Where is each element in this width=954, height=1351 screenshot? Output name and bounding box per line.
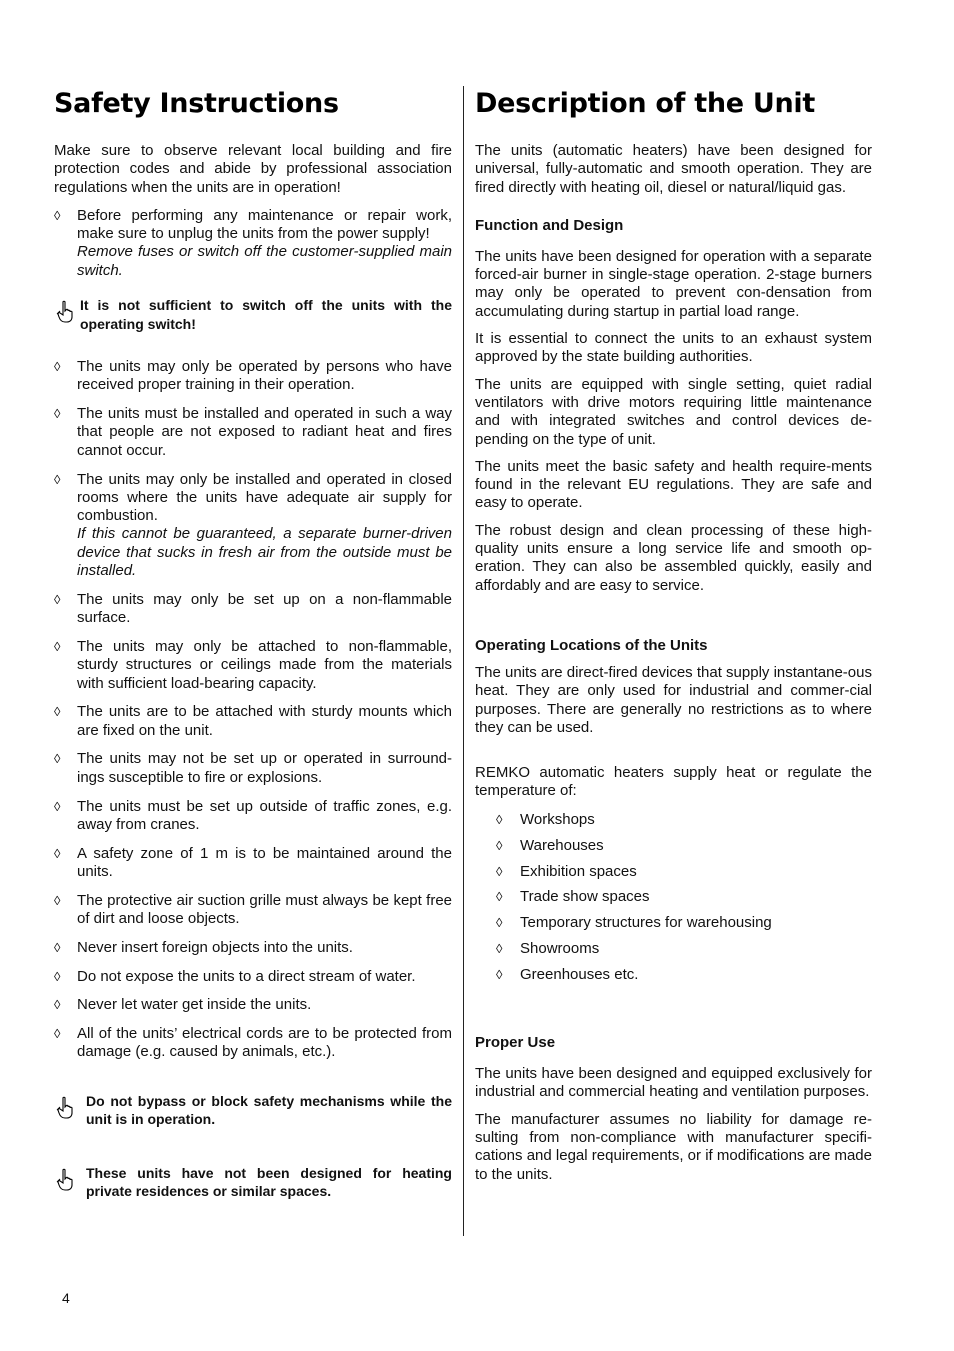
- diamond-bullet-icon: ◊: [496, 837, 503, 853]
- diamond-bullet-icon: ◊: [496, 941, 503, 957]
- section-heading-function: Function and Design: [475, 216, 624, 234]
- diamond-bullet-icon: ◊: [54, 638, 61, 654]
- diamond-bullet-icon: ◊: [54, 845, 61, 861]
- diamond-bullet-icon: ◊: [54, 207, 61, 223]
- pointing-hand-icon: [56, 1168, 76, 1192]
- list-item: [54, 845, 452, 882]
- item-text: The units may only be installed and operated in closed rooms where the units have adequate air supply for combustion.: [77, 470, 452, 525]
- note-text: It is not sufficient to switch off the units with the operating switch!: [80, 297, 452, 332]
- list-item: ◊ Trade show spaces: [496, 888, 650, 906]
- list-item: ◊ Temporary structures for warehousing: [496, 914, 772, 932]
- item-italic-text: Remove fuses or switch off the customer-supplied main switch.: [77, 243, 452, 279]
- list-item: [54, 939, 452, 957]
- list-item: [54, 638, 452, 693]
- item-text: The units may only be attached to non-flammable, sturdy structures or ceilings made from the materials with sufficient load-bearing capacity.: [77, 637, 452, 692]
- item-italic-text: If this cannot be guaranteed, a separate burner-driven device that sucks in fresh air from the outside must be installed.: [77, 525, 452, 580]
- list-item: [54, 892, 452, 929]
- warning-note: [54, 1092, 452, 1129]
- diamond-bullet-icon: ◊: [54, 892, 61, 908]
- item-text: Never let water get inside the units.: [77, 996, 312, 1014]
- description-column: [475, 86, 872, 1193]
- paragraph: REMKO automatic heaters supply heat or regulate the temperature of:: [475, 764, 872, 800]
- item-text: The protective air suction grille must always be kept free of dirt and loose objects.: [77, 891, 452, 927]
- list-item: [54, 750, 452, 787]
- paragraph: The units have been designed for operation with a separate forced-air burner in single-stage operation. 2-stage burners may only be operated to prevent con-densation from accumulating during startup in partial load range.: [475, 247, 872, 320]
- item-text: All of the units’ electrical cords are to be protected from damage (e.g. caused by animals, etc.).: [77, 1025, 452, 1061]
- diamond-bullet-icon: ◊: [496, 863, 503, 879]
- paragraph: The robust design and clean processing of these high-quality units ensure a long service life and smooth op-eration. They can also be assembled quickly, easily and affordably and are easy to service.: [475, 521, 872, 594]
- page-number: 4: [62, 1290, 70, 1306]
- paragraph: The units meet the basic safety and health require-ments found in the relevant EU regulations. They are safe and easy to operate.: [475, 457, 872, 512]
- item-text: The units must be set up outside of traffic zones, e.g. away from cranes.: [77, 797, 452, 833]
- diamond-bullet-icon: ◊: [54, 939, 61, 955]
- section-heading-locations: Operating Locations of the Units: [475, 636, 708, 654]
- diamond-bullet-icon: ◊: [496, 811, 503, 827]
- note-text: These units have not been designed for heating private residences or similar spaces.: [86, 1164, 452, 1200]
- description-title: Description of the Unit: [475, 88, 815, 119]
- safety-instructions-column: [54, 86, 452, 1201]
- list-item: ◊ Greenhouses etc.: [496, 966, 639, 984]
- warning-note: [54, 1164, 452, 1201]
- list-item: ◊ Exhibition spaces: [496, 862, 637, 880]
- list-item: [54, 471, 452, 581]
- item-text: The units are to be attached with sturdy mounts which are fixed on the unit.: [77, 703, 452, 739]
- diamond-bullet-icon: ◊: [54, 1026, 61, 1042]
- paragraph: The units are equipped with single setting, quiet radial ventilators with drive motors requiring little maintenance and with integrated switches and control devices de-pending on the type of unit.: [475, 375, 872, 448]
- list-item: ◊ Showrooms: [496, 940, 600, 958]
- paragraph: The units are direct-fired devices that supply instantane-ous heat. They are only used for industrial and commer-cial purposes. There are generally no restrictions as to where they can be used.: [475, 663, 872, 736]
- pointing-hand-icon: [56, 300, 76, 324]
- list-item: ◊ Warehouses: [496, 836, 604, 854]
- diamond-bullet-icon: ◊: [54, 591, 61, 607]
- diamond-bullet-icon: ◊: [54, 968, 61, 984]
- warning-note: [54, 296, 452, 333]
- diamond-bullet-icon: ◊: [496, 915, 503, 931]
- locations-list: [475, 811, 872, 984]
- item-text: Do not expose the units to a direct stream of water.: [77, 967, 416, 985]
- paragraph: The units have been designed and equipped exclusively for industrial and commercial heating and ventilation purposes.: [475, 1065, 872, 1101]
- item-text: The units must be installed and operated in such a way that people are not exposed to radiant heat and fires cannot occur.: [77, 405, 452, 459]
- diamond-bullet-icon: ◊: [54, 751, 61, 767]
- diamond-bullet-icon: ◊: [54, 798, 61, 814]
- list-item: [54, 405, 452, 460]
- list-item: [54, 591, 452, 628]
- diamond-bullet-icon: ◊: [496, 967, 503, 983]
- list-item: [54, 703, 452, 740]
- list-item: [54, 358, 452, 395]
- item-text: The units may only be set up on a non-flammable surface.: [77, 590, 452, 627]
- pointing-hand-icon: [56, 1096, 76, 1120]
- item-text: The units may only be operated by persons who have received proper training in their operation.: [77, 358, 452, 394]
- section-heading-proper-use: Proper Use: [475, 1034, 556, 1052]
- item-text: Before performing any maintenance or repair work, make sure to unplug the units from the power supply!: [77, 206, 452, 243]
- item-text: Never insert foreign objects into the units.: [77, 938, 353, 956]
- safety-intro: Make sure to observe relevant local building and fire protection codes and abide by professional association regulations when the units are in operation!: [54, 142, 452, 196]
- list-item: [54, 1025, 452, 1062]
- column-divider: [463, 86, 464, 1236]
- diamond-bullet-icon: ◊: [54, 997, 61, 1013]
- safety-title: Safety Instructions: [54, 88, 339, 119]
- list-item: [54, 996, 452, 1014]
- paragraph: The manufacturer assumes no liability for damage re-sulting from non-compliance with manufacturer specifi-cations and legal requirements, or if modifications are made to the units.: [475, 1110, 872, 1183]
- diamond-bullet-icon: ◊: [54, 359, 61, 375]
- diamond-bullet-icon: ◊: [54, 406, 61, 422]
- diamond-bullet-icon: ◊: [54, 704, 61, 720]
- diamond-bullet-icon: ◊: [54, 471, 61, 487]
- list-item: ◊ Workshops: [496, 810, 595, 828]
- description-intro: The units (automatic heaters) have been designed for universal, fully-automatic and smooth operation. They are fired directly with heating oil, diesel or natural/liquid gas.: [475, 142, 872, 196]
- diamond-bullet-icon: ◊: [496, 889, 503, 905]
- list-item: [54, 207, 452, 280]
- list-item: [54, 968, 452, 986]
- list-item: [54, 798, 452, 835]
- note-text: Do not bypass or block safety mechanisms while the unit is in operation.: [86, 1092, 452, 1128]
- item-text: The units may not be set up or operated in surround-ings susceptible to fire or explosions.: [77, 750, 452, 786]
- item-text: A safety zone of 1 m is to be maintained around the units.: [77, 844, 452, 880]
- paragraph: It is essential to connect the units to an exhaust system approved by the state building authorities.: [475, 330, 872, 366]
